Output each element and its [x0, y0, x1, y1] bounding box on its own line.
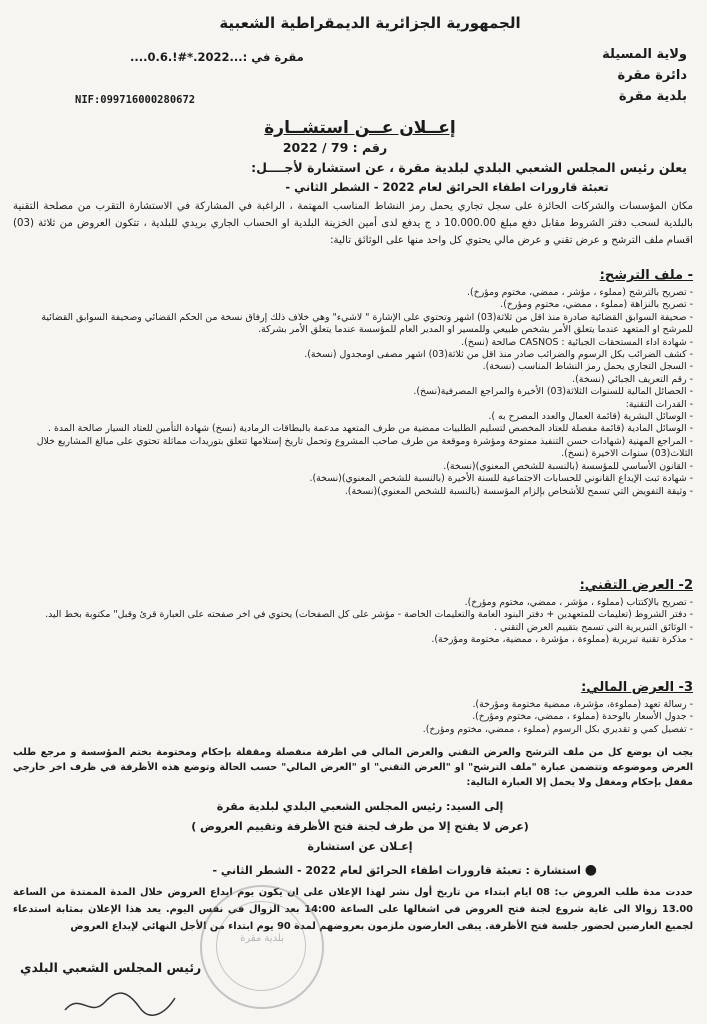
list-item: - الوثائق التبريرية التي تسمح بتقييم العرض التقني . — [494, 621, 693, 633]
list-item: - القدرات التقنية: — [625, 398, 693, 410]
list-item: - المراجع المهنية (شهادات حسن التنفيذ ممنوحة ومؤشرة وموقعة من طرف صاحب المشروع وتحمل تاريخ إستلامها تتعلق بتوريدات مماثلة تحتوي على مبالغ المشاريع خلال الثلاث(03) سنوات الاخيرة (نسخ). — [36, 435, 693, 460]
bullet-subject — [77, 862, 597, 878]
stamp-inner-ring — [216, 901, 306, 991]
intro-paragraph: مكان المؤسسات والشركات الحائزة على سجل تجاري يحمل رمز النشاط المناسب المهتمة ، الراغبة في المشاركة في الاستشارة التقرب من مصلحة التقنية بالبلدية لسحب دفتر الشروط مقابل دفع مبلغ 10.000.00 د ج يدفع لدى أمين الخزينة البلدية او الحساب الجاري بريدي للبلدية ، تتكون العروض من ثلاثة (03) اقسام ملف الترشح و عرض تقني و عرض مالي يحتوي كل واحد منها على الوثائق تالية: — [13, 201, 693, 246]
place-date: مقرة في :...2022.*#!.0.6.... — [130, 50, 304, 64]
list-item: - تصريح بالترشح (مملوء ، مؤشر ، ممضي، مختوم ومؤرخ). — [467, 287, 693, 298]
technical-list — [13, 597, 693, 647]
subject-line: تعبئة قارورات اطفاء الحرائق لعام 2022 - الشطر الثاني - — [285, 180, 609, 194]
issuer-block — [547, 44, 687, 107]
baladia-label: بلدية مقرة — [618, 89, 687, 104]
candidacy-heading: - ملف الترشح: — [599, 268, 693, 283]
no-open-note: (عرض لا يفتح إلا من طرف لجنة فتح الأظرفة وتقييم العروض ) — [191, 820, 529, 833]
financial-heading: 3- العرض المالي: — [581, 680, 693, 695]
envelope-instructions: يجب ان يوضع كل من ملف الترشح والعرض التقني والعرض المالي في اظرفة منفصلة ومقفلة بإحكام ومختومة بختم المؤسسة و مرجع طلب العرض وموضوعه وتتضمن عبارة "ملف الترشح" او "العرض التقني" او "العرض المالي" حسب الحالة وتوضع هذه الأظرفة في ظرف اخر خارجي مقفل بإحكام ومغفل ولا يحمل إلا العبارة التالية: — [13, 747, 693, 788]
stamp-label: بلدية مقرة — [240, 933, 284, 944]
financial-list — [13, 699, 693, 736]
candidacy-list — [13, 287, 693, 498]
list-item: - وثيقة التفويض التي تسمح للأشخاص بإلزام المؤسسة (بالنسبة للشخص المعنوي)(نسخة). — [344, 485, 693, 497]
list-item: - الحصائل المالية للسنوات الثلاثة(03) الأخيرة والمراجع المصرفية(نسخ). — [413, 386, 693, 398]
list-item: - السجل التجاري يحمل رمز النشاط المناسب (نسخة). — [482, 361, 693, 373]
list-item: - دفتر الشروط (تعليمات للمتعهدين + دفتر البنود العامة والتعليمات الخاصة - مؤشر على كل الصفحات) يحتوي في اخر صفحته على العبارة قرئ وقبل" مكتوبة بخط اليد. — [45, 609, 693, 621]
bullet-icon: ● — [584, 862, 597, 878]
signature-title: رئيس المجلس الشعبي البلدي — [20, 960, 202, 975]
nif-number: NIF:099716000280672 — [75, 94, 196, 106]
bullet-subject-text: استشارة : تعبئة قارورات اطفاء الحرائق لعام 2022 - الشطر الثاني - — [212, 864, 581, 877]
list-item: - تفصيل كمي و تقديري بكل الرسوم (مملوء ، ممضي، مختوم ومؤرخ). — [422, 723, 693, 735]
republic-header: الجمهورية الجزائرية الديمقراطية الشعبية — [219, 14, 521, 32]
list-item: - الوسائل البشرية (قائمة العمال والعدد المصرح به ). — [488, 411, 693, 423]
document-title: إعــلان عــن استشــارة — [264, 118, 456, 138]
list-item: - رسالة تعهد (مملوءة، مؤشرة، ممضية مختومة ومؤرخة). — [472, 699, 693, 710]
announcement-label: إعـلان عن استشارة — [307, 840, 413, 853]
announcement-line: يعلن رئيس المجلس الشعبي البلدي لبلدية مقرة ، عن استشارة لأجــــل: — [251, 160, 687, 175]
official-stamp — [200, 885, 324, 1009]
list-item: - تصريح بالإكتتاب (مملوء ، مؤشر ، ممضي، مختوم ومؤرخ). — [464, 597, 693, 608]
list-item: - شهادة ثبت الإيداع القانوني للحسابات الاجتماعية للسنة الأخيرة (بالنسبة للشخص المعنوي)(نسخة). — [309, 473, 693, 485]
list-item: - شهادة اداء المستحقات الجبائية : CASNOS صالحة (نسخ). — [461, 336, 693, 348]
deadline-paragraph: حددت مدة طلب العروض ب: 08 ايام ابتداء من تاريخ أول نشر لهذا الإعلان على ان يكون يوم ايداع العروض خلال المدة الممتدة من الساعة 13.00 زوالا الى غاية شروع لجنة فتح العروض في اشغالها على الساعة 14:00 بعد الزوال في نفس اليوم. يعد هذا الإعلان بمثابة استدعاء لجميع العارضين لحضور جلسة فتح الأظرفة. يبقى العارضون ملزمون بعروضهم لمدة 90 يوم ابتداء من الأجل النهائي لإيداع العروض — [13, 887, 693, 932]
signature-scribble — [60, 990, 180, 1020]
list-item: - الوسائل المادية (قائمة مفصلة للعتاد المخصص لتسليم الطلبيات ممضية من طرف المتعهد مدعمة بالبطاقات الرمادية (نسخ) شهادة التأمين للعتاد السيار صالحة المدة . — [48, 423, 693, 435]
list-item: - مذكرة تقنية تبريرية (مملوءة ، مؤشرة ، ممضية، مختومة ومؤرخة). — [431, 634, 693, 646]
technical-heading: 2- العرض التقني: — [579, 578, 693, 593]
list-item: - القانون الأساسي للمؤسسة (بالنسبة للشخص المعنوي)(نسخة). — [443, 460, 693, 472]
address-line: إلى السيد: رئيس المجلس الشعبي البلدي لبلدية مقرة — [216, 800, 504, 813]
daira-label: دائرة مقرة — [617, 68, 687, 83]
list-item: - تصريح بالنزاهة (مملوء ، ممضي، مختوم ومؤرخ). — [500, 299, 693, 311]
list-item: - كشف الضرائب بكل الرسوم والضرائب صادر منذ اقل من ثلاثة(03) اشهر مصفى اومجدول (نسخة). — [304, 349, 693, 361]
reference-number: رقم : 79 / 2022 — [282, 140, 388, 155]
list-item: - جدول الأسعار بالوحدة (مملوء ، ممضي، مختوم ومؤرخ). — [472, 711, 693, 723]
list-item: - رقم التعريف الجبائي (نسخة). — [572, 373, 693, 385]
list-item: - صحيفة السوابق القضائية صادرة منذ اقل من ثلاثة(03) اشهر وتحتوي على الإشارة " لاشيء" وهي خلاف ذلك إرفاق نسخة من الحكم القضائي وصحيفة السوابق القضائية للمرشح او المتعهد عندما يتعلق الأمر بشخص طبيعي وللمسير او المدير العام للمؤسسة عندما يتعلق الأمر بشركة. — [41, 311, 693, 336]
wilaya-label: ولاية المسيلة — [602, 47, 687, 62]
